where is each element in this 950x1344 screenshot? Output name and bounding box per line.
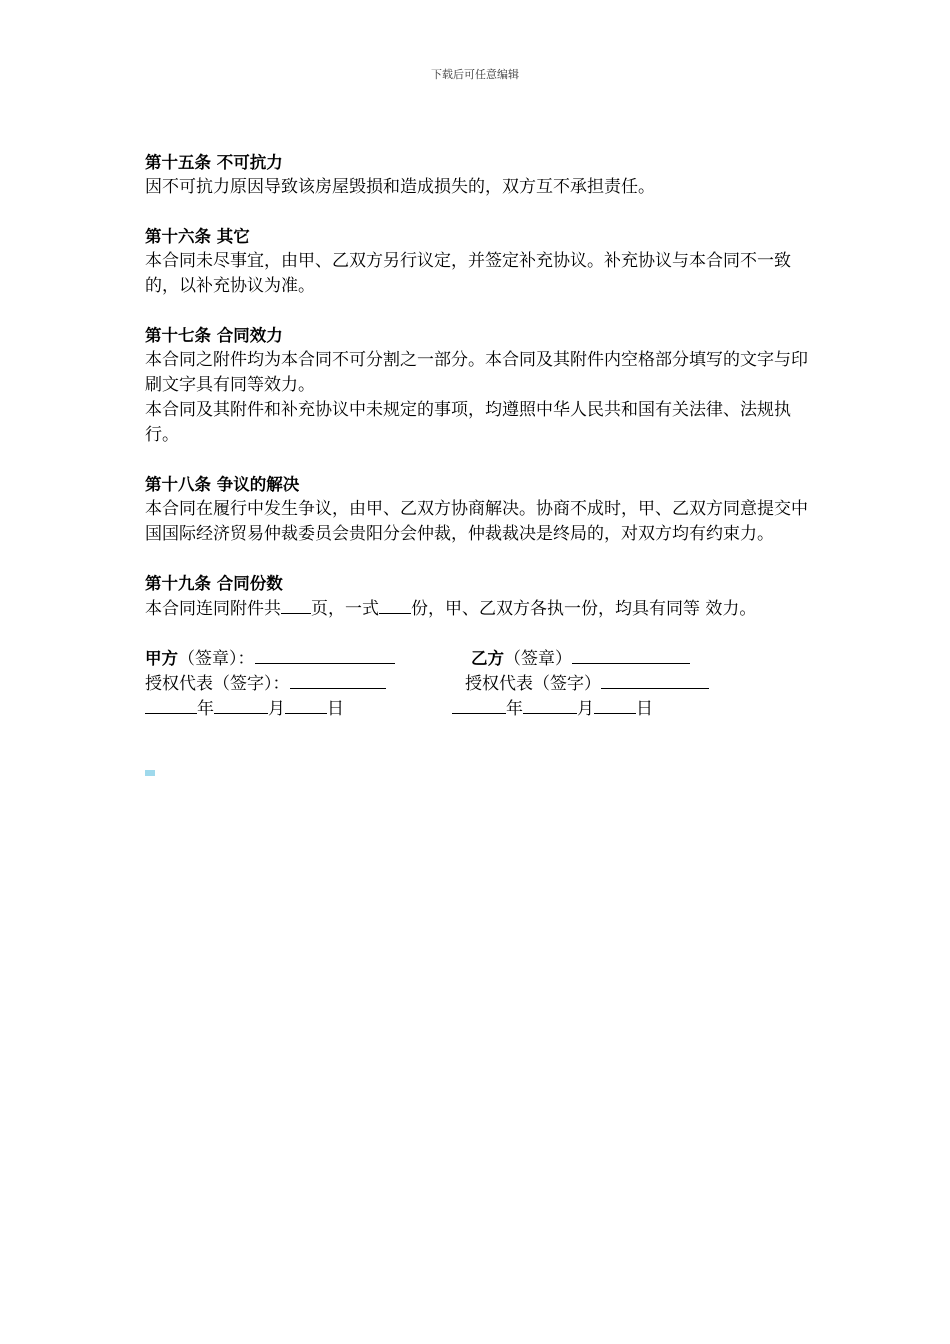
- party-a-label: 甲方: [145, 649, 178, 668]
- copies-blank[interactable]: [379, 596, 411, 614]
- article-19: [145, 571, 810, 622]
- article-paragraph: 本合同在履行中发生争议，由甲、乙双方协商解决。协商不成时，甲、乙双方同意提交中国国际经济贸易仲裁委员会贵阳分会仲裁，仲裁裁决是终局的，对双方均有约束力。: [145, 499, 808, 544]
- article-heading: 第十九条 合同份数: [145, 574, 283, 593]
- pages-blank[interactable]: [281, 596, 311, 614]
- rep-a-label: 授权代表（签字）：: [145, 674, 290, 694]
- month-label: 月: [268, 699, 285, 719]
- year-label: 年: [197, 699, 214, 719]
- rep-a-blank[interactable]: [290, 671, 386, 689]
- rep-b-signature: [465, 671, 709, 697]
- party-row: [145, 646, 810, 671]
- month-a-blank[interactable]: [214, 696, 268, 714]
- signature-block: [145, 646, 810, 721]
- representative-row: [145, 671, 810, 696]
- month-b-blank[interactable]: [523, 696, 577, 714]
- article-heading: 第十八条 争议的解决: [145, 475, 300, 494]
- article-paragraph: 因不可抗力原因导致该房屋毁损和造成损失的，双方互不承担责任。: [145, 177, 655, 197]
- party-a-seal-blank[interactable]: [255, 646, 395, 664]
- document-body: [145, 150, 810, 721]
- year-label: 年: [506, 699, 523, 719]
- article-heading: 第十五条 不可抗力: [145, 153, 283, 172]
- article-paragraph: 本合同及其附件和补充协议中未规定的事项，均遵照中华人民共和国有关法律、法规执行。: [145, 400, 791, 445]
- article-heading: 第十七条 合同效力: [145, 326, 283, 345]
- date-a: [145, 696, 344, 722]
- year-a-blank[interactable]: [145, 696, 197, 714]
- party-b-signature: [471, 646, 690, 672]
- page-header: 下载后可任意编辑: [431, 68, 519, 81]
- day-label: 日: [636, 699, 653, 719]
- rep-a-signature: [145, 671, 386, 697]
- article-heading: 第十六条 其它: [145, 227, 250, 246]
- date-b: [452, 696, 653, 722]
- article-paragraph: 本合同未尽事宜，由甲、乙双方另行议定，并签定补充协议。补充协议与本合同不一致的，以补充协议为准。: [145, 251, 791, 296]
- day-label: 日: [327, 699, 344, 719]
- month-label: 月: [577, 699, 594, 719]
- article-18: [145, 472, 810, 547]
- rep-b-blank[interactable]: [601, 671, 709, 689]
- year-b-blank[interactable]: [452, 696, 506, 714]
- copies-text-a: 本合同连同附件共: [145, 599, 281, 619]
- day-b-blank[interactable]: [594, 696, 636, 714]
- article-16: [145, 224, 810, 299]
- article-17: [145, 323, 810, 448]
- article-paragraph: 本合同之附件均为本合同不可分割之一部分。本合同及其附件内空格部分填写的文字与印刷文字具有同等效力。: [145, 350, 808, 395]
- copies-text-b: 页，一式: [311, 599, 379, 619]
- copies-text-c: 份，甲、乙双方各执一份，均具有同等 效力。: [411, 599, 757, 619]
- rep-b-label: 授权代表（签字）: [465, 674, 601, 694]
- date-row: [145, 696, 810, 721]
- article-15: [145, 150, 810, 200]
- article-paragraph: [145, 596, 810, 622]
- day-a-blank[interactable]: [285, 696, 327, 714]
- party-a-suffix: （签章）：: [178, 649, 255, 669]
- party-a-signature: [145, 646, 395, 672]
- party-b-label: 乙方: [471, 649, 504, 668]
- party-b-suffix: （签章）: [504, 649, 572, 669]
- party-b-seal-blank[interactable]: [572, 646, 690, 664]
- text-cursor-marker: [145, 770, 155, 776]
